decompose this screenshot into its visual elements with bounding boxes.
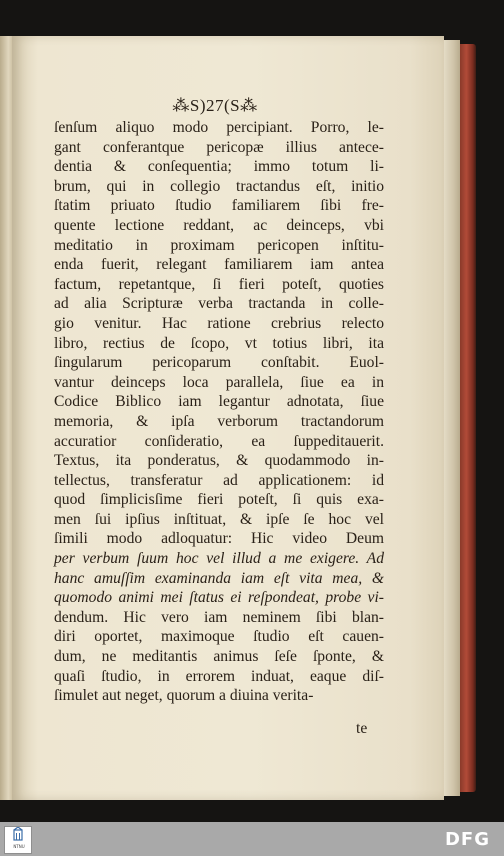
text-line: quod ſimplicisſime fieri poteſt, ſi quis exa- — [54, 491, 384, 509]
text-line: Codice Biblico iam legantur adnotata, ſiue — [54, 393, 384, 411]
text-line: ſenſum aliquo modo percipiant. Porro, le- — [54, 119, 384, 136]
text-line: ſingularum pericoparum conſtabit. Euol- — [54, 354, 384, 372]
text-line: ſimili modo adloquatur: Hic video Deum — [54, 530, 384, 548]
text-line: quente lectione reddant, ac deinceps, vbi — [54, 216, 384, 234]
page-block-edge — [444, 40, 460, 796]
text-line: ſtatim priuato ſtudio familiarem ſibi fre- — [54, 197, 384, 215]
text-line: Textus, ita ponderatus, & quodammodo in- — [54, 452, 384, 470]
text-line: dentia & conſequentia; immo totum li- — [54, 158, 384, 176]
text-line: factum, repetantque, ſi fieri poteſt, quoties — [54, 275, 384, 293]
left-page-leaf — [0, 36, 12, 800]
text-line: gant conferantque pericopæ illius antece- — [54, 138, 384, 156]
text-line: tellectus, transferatur ad applicationem: id — [54, 471, 384, 489]
text-line: gio venitur. Hac ratione crebrius relecto — [54, 314, 384, 332]
text-line: brum, qui in collegio tractandus eſt, initio — [54, 177, 384, 195]
text-line: meditatio in proximam pericopen inſtitu- — [54, 236, 384, 254]
text-line: per verbum ſuum hoc vel illud a me exigere. Ad — [54, 550, 384, 568]
text-line: dendum. Hic vero iam neminem ſibi blan- — [54, 608, 384, 626]
text-line: ſimulet aut neget, quorum a diuina verita- — [54, 687, 314, 705]
library-logo-label: NTNU — [13, 844, 25, 849]
text-line: hanc amuſſim examinanda iam eſt vita mea, & — [54, 569, 384, 587]
text-line: libro, rectius de ſcopo, vt totius libri, ita — [54, 334, 384, 352]
page-body-text — [54, 118, 384, 706]
text-line: quomodo animi mei ſtatus ei reſpondeat, probe vi- — [54, 589, 384, 607]
book-cover-edge — [460, 44, 476, 792]
text-line: men ſui ipſius inſtituat, & ipſe ſe hoc vel — [54, 510, 384, 528]
text-line: dum, ne meditantis animus ſeſe ſponte, & — [54, 648, 384, 666]
text-line: vantur deinceps loca parallela, ſiue ea in — [54, 373, 384, 391]
catchword: te — [356, 720, 368, 737]
text-line: enda fuerit, relegant familiarem iam antea — [54, 256, 384, 274]
page-header: ⁂S)27(S⁂ — [172, 96, 258, 115]
library-logo-icon[interactable] — [4, 826, 32, 854]
text-line: ad alia Scripturæ verba tractanda in colle- — [54, 295, 384, 313]
viewer-footer-bar — [0, 822, 504, 856]
text-line: quaſi ſtudio, in errorem induat, eaque diſ- — [54, 667, 384, 685]
text-line: memoria, & ipſa verborum tractandorum — [54, 412, 384, 430]
text-line: diri oportet, maximoque ſtudio eſt cauen- — [54, 628, 384, 646]
dfg-logo[interactable]: DFG — [444, 829, 490, 850]
text-line: accuratior conſideratio, ea ſuppeditauerit. — [54, 432, 384, 450]
